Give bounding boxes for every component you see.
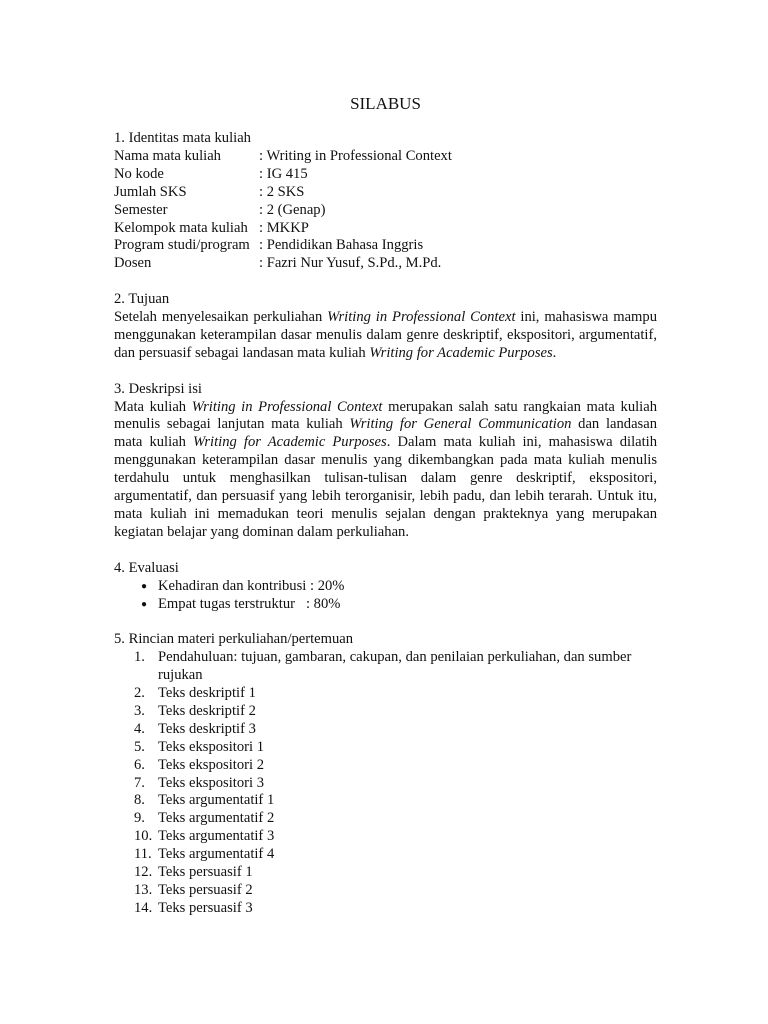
list-item — [134, 864, 657, 882]
list-item — [141, 596, 657, 614]
identity-label: Nama mata kuliah — [114, 147, 221, 164]
identity-label: Jumlah SKS — [114, 183, 187, 200]
text-run: Mata kuliah — [114, 398, 192, 415]
list-item — [134, 900, 657, 918]
list-item-text: Teks ekspositori 2 — [158, 756, 264, 773]
identity-value: : Pendidikan Bahasa Inggris — [259, 237, 424, 254]
identity-label: No kode — [114, 165, 164, 182]
list-item-text: Pendahuluan: tujuan, gambaran, cakupan, dan penilaian perkuliahan, dan sumber rujukan — [158, 649, 632, 684]
section-heading-rincian: 5. Rincian materi perkuliahan/pertemuan — [114, 631, 354, 648]
evaluasi-value: : 80% — [305, 595, 341, 612]
list-item — [134, 703, 657, 721]
section-evaluasi — [114, 560, 657, 614]
course-title-italic: Writing for General Communication — [349, 416, 572, 433]
list-item-text: Teks deskriptif 1 — [158, 685, 256, 702]
list-item-number: 11. — [134, 846, 152, 863]
list-item-number: 3. — [134, 702, 145, 719]
course-title-italic: Writing for Academic Purposes — [193, 434, 387, 451]
identity-label: Kelompok mata kuliah — [114, 219, 248, 236]
evaluasi-label: Empat tugas terstruktur — [158, 595, 295, 612]
list-item-number: 7. — [134, 774, 145, 791]
list-item-number: 14. — [134, 899, 153, 916]
identity-row — [114, 202, 452, 220]
deskripsi-paragraph — [114, 399, 657, 542]
list-item-text: Teks argumentatif 4 — [158, 846, 275, 863]
list-item — [134, 846, 657, 864]
evaluasi-value: : 20% — [310, 577, 345, 594]
list-item — [134, 792, 657, 810]
section-heading-deskripsi: 3. Deskripsi isi — [114, 380, 202, 397]
list-item — [134, 810, 657, 828]
bullet-icon: ● — [141, 598, 148, 610]
identity-value: : 2 (Genap) — [259, 201, 326, 218]
list-item — [134, 757, 657, 775]
identity-value: : Writing in Professional Context — [259, 147, 452, 164]
text-run: Setelah menyelesaikan perkuliahan — [114, 309, 328, 326]
document-content — [114, 94, 657, 936]
list-item-number: 12. — [134, 864, 153, 881]
evaluasi-label: Kehadiran dan kontribusi — [158, 577, 307, 594]
list-item-text: Teks persuasif 3 — [158, 899, 253, 916]
identity-value: : Fazri Nur Yusuf, S.Pd., M.Pd. — [259, 255, 442, 272]
list-item-text: Teks argumentatif 1 — [158, 792, 275, 809]
list-item-text: Teks persuasif 2 — [158, 882, 253, 898]
document-title: SILABUS — [350, 94, 421, 113]
identity-row — [114, 148, 452, 166]
list-item — [134, 685, 657, 703]
list-item — [134, 882, 657, 900]
section-tujuan — [114, 291, 657, 363]
identity-value: : MKKP — [259, 219, 309, 236]
list-item-number: 8. — [134, 792, 145, 809]
identity-label: Semester — [114, 201, 168, 218]
list-item-text: Teks persuasif 1 — [158, 864, 253, 881]
section-deskripsi — [114, 381, 657, 542]
list-item-number: 6. — [134, 756, 145, 773]
section-rincian — [114, 631, 657, 918]
list-item — [134, 739, 657, 757]
course-title-italic: Writing in Professional Context — [191, 398, 383, 415]
text-run: merupakan salah satu rangkaian mata kuliah menulis sebagai lanjutan mata kuliah — [114, 398, 657, 433]
identity-row — [114, 220, 452, 238]
list-item — [141, 578, 657, 596]
text-run: ini, mahasiswa mampu menggunakan keterampilan dasar menulis dalam genre deskriptif, ekspositori, argumentatif, dan persuasif sebagai landasan mata kuliah — [114, 309, 657, 361]
list-item-text: Teks deskriptif 3 — [158, 720, 256, 737]
list-item-text: Teks deskriptif 2 — [158, 702, 256, 719]
course-title-italic: Writing for Academic Purposes — [369, 344, 553, 361]
materials-list — [114, 649, 657, 918]
list-item-text: Teks argumentatif 3 — [158, 828, 275, 845]
text-run: . — [552, 344, 557, 361]
list-item-text: Teks argumentatif 2 — [158, 810, 275, 827]
list-item — [134, 775, 657, 793]
list-item-number: 13. — [134, 882, 153, 898]
text-run: . Dalam mata kuliah ini, mahasiswa dilatih menggunakan keterampilan dasar menulis yang dikembangkan pada mata kuliah menulis terdahulu untuk menghasilkan tulisan-tulisan dalam genre deskriptif, ekspositori, argumentatif, dan persuasif yang lebih terorganisir, lebih padu, dan lebih terarah. Untuk itu, mata kuliah ini memadukan teori menulis sejalan dengan prakteknya yang merupakan kegiatan belajar yang dominan dalam perkuliahan. — [114, 434, 658, 540]
tujuan-paragraph — [114, 309, 657, 363]
evaluasi-list — [114, 578, 657, 614]
list-item-text: Teks ekspositori 3 — [158, 774, 264, 791]
identity-row — [114, 184, 452, 202]
section-identitas — [114, 130, 657, 273]
list-item — [134, 828, 657, 846]
identity-row — [114, 255, 452, 273]
identity-row — [114, 166, 452, 184]
list-item — [134, 649, 657, 685]
list-item — [134, 721, 657, 739]
section-heading-identitas: 1. Identitas mata kuliah — [114, 130, 251, 146]
section-heading-tujuan: 2. Tujuan — [114, 291, 170, 308]
list-item-text: Teks ekspositori 1 — [158, 738, 264, 755]
identity-label: Dosen — [114, 255, 152, 272]
bullet-icon: ● — [141, 580, 148, 592]
course-title-italic: Writing in Professional Context — [327, 309, 516, 326]
identity-table — [114, 148, 452, 273]
identity-label: Program studi/program — [114, 237, 250, 254]
list-item-number: 10. — [134, 828, 153, 845]
section-heading-evaluasi: 4. Evaluasi — [114, 559, 179, 576]
identity-value: : IG 415 — [259, 165, 308, 182]
list-item-number: 4. — [134, 720, 145, 737]
list-item-number: 9. — [134, 810, 145, 827]
identity-value: : 2 SKS — [259, 183, 305, 200]
identity-row — [114, 237, 452, 255]
list-item-number: 5. — [134, 738, 145, 755]
list-item-number: 1. — [134, 649, 145, 666]
list-item-number: 2. — [134, 685, 145, 702]
text-run: dan landasan mata kuliah — [114, 416, 657, 451]
